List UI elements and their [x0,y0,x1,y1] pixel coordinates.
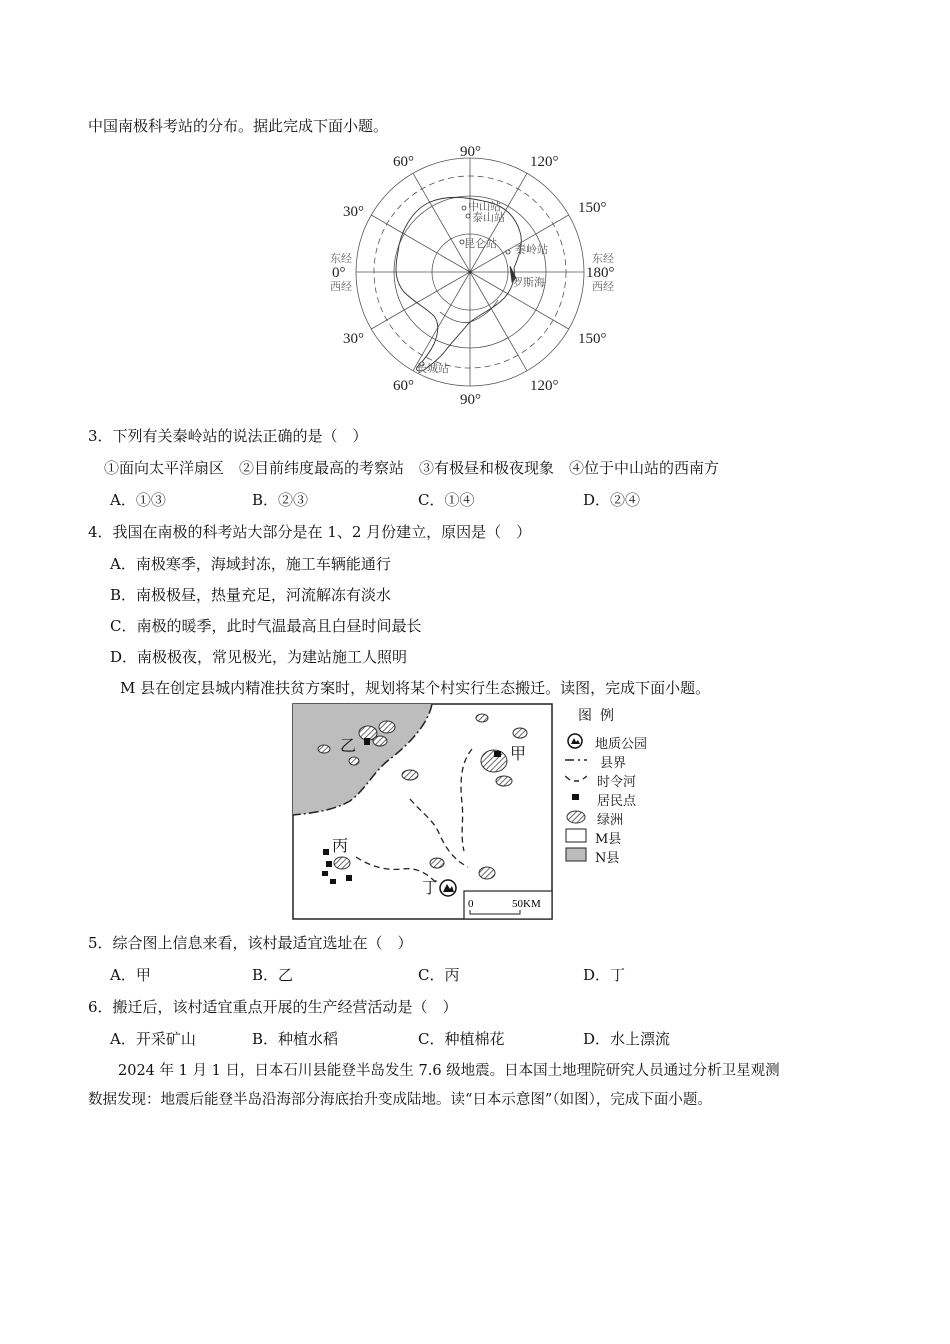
lon-150-right-bot: 150° [578,331,607,347]
svg-text:西经: 西经 [330,281,352,293]
label-taishan: 泰山站 [472,212,505,224]
legend-geopark-icon [568,734,582,748]
legend-symbols [565,732,587,862]
q6-option-b[interactable]: B．种植水稻 [252,1030,339,1048]
label-yi: 乙 [340,738,357,755]
q5-option-b[interactable]: B．乙 [252,966,294,984]
q3-statements: ①面向太平洋扇区 ②目前纬度最高的考察站 ③有极昼和极夜现象 ④位于中山站的西南方 [104,459,720,477]
intro-text-japan-line2: 数据发现：地震后能登半岛沿海部分海底抬升变成陆地。读“日本示意图”（如图），完成下面小题。 [88,1092,712,1108]
label-kunlun: 昆仑站 [464,238,497,250]
q6-option-a[interactable]: A．开采矿山 [110,1030,196,1048]
q3-option-b[interactable]: B．②③ [252,491,309,509]
lon-120-bot: 120° [530,378,559,394]
scale-50km: 50KM [512,898,541,910]
legend-title: 图例 [578,708,622,724]
antarctica-polar-map [310,140,640,405]
q5-option-d[interactable]: D．丁 [583,966,626,984]
q4-stem: 4．我国在南极的科考站大部分是在 1、2 月份建立，原因是（ ） [88,523,532,541]
legend-label-border: 县界 [600,756,627,771]
q5-option-a[interactable]: A．甲 [110,966,151,984]
svg-text:东经: 东经 [592,253,614,265]
svg-text:西经: 西经 [592,281,614,293]
legend-oasis-icon [567,811,585,823]
label-ding: 丁 [422,880,439,897]
svg-text:东经: 东经 [330,253,352,265]
lon-150-right-top: 150° [578,200,607,216]
intro-text-japan-line1: 2024 年 1 月 1 日，日本石川县能登半岛发生 7.6 级地震。日本国土地理院研究人员通过分析卫星观测 [118,1063,780,1079]
label-changcheng: 长城站 [416,363,449,375]
label-ross-sea: 罗斯海 [512,277,545,289]
q5-option-c[interactable]: C．丙 [418,966,460,984]
scale-zero: 0 [468,898,474,910]
q3-option-c[interactable]: C．①④ [418,491,475,509]
q4-option-c[interactable]: C．南极的暖季，此时气温最高且白昼时间最长 [110,617,422,635]
intro-text-county: M 县在创定县城内精准扶贫方案时，规划将某个村实行生态搬迁。读图，完成下面小题。 [120,679,711,697]
legend-label-settlement: 居民点 [597,794,637,809]
legend-m-county-icon [566,829,586,842]
q3-option-d[interactable]: D．②④ [583,491,641,509]
label-qinling: 秦岭站 [515,244,548,256]
lon-60-bot: 60° [393,378,414,394]
lon-90-top: 90° [460,144,481,160]
q4-option-b[interactable]: B．南极极昼，热量充足，河流解冻有淡水 [110,586,392,604]
legend-label-m-county: M县 [595,832,622,847]
lon-30-left-bot: 30° [343,331,364,347]
q6-stem: 6．搬迁后，该村适宜重点开展的生产经营活动是（ ） [88,998,458,1016]
legend-label-n-county: N县 [595,851,620,866]
legend-settlement-icon [572,794,579,800]
lon-0: 0° [332,265,346,281]
q6-option-d[interactable]: D．水上漂流 [583,1030,671,1048]
legend-n-county-icon [566,848,586,861]
q6-option-c[interactable]: C．种植棉花 [418,1030,505,1048]
lon-30-left-top: 30° [343,204,364,220]
q4-option-a[interactable]: A．南极寒季，海域封冻，施工车辆能通行 [110,555,391,573]
legend-label-river: 时令河 [597,775,637,790]
lon-90-bot: 90° [460,392,481,405]
legend-label-oasis: 绿洲 [597,813,624,828]
q5-stem: 5．综合图上信息来看，该村最适宜选址在（ ） [88,934,413,952]
q4-option-d[interactable]: D．南极极夜，常见极光，为建站施工人照明 [110,648,408,666]
label-zhongshan: 中山站 [468,201,501,213]
q3-option-a[interactable]: A．①③ [110,491,166,509]
legend-label-geopark: 地质公园 [595,737,648,752]
label-bing: 丙 [332,838,349,855]
lon-120-top: 120° [530,154,559,170]
intro-text-antarctica: 中国南极科考站的分布。据此完成下面小题。 [88,117,389,135]
geo-park-icon [440,880,456,896]
q3-stem: 3．下列有关秦岭站的说法正确的是（ ） [88,427,368,445]
lon-180: 180° [586,265,615,281]
legend-river-icon [565,776,587,781]
county-map [292,703,554,921]
label-jia: 甲 [510,746,527,763]
lon-60-top: 60° [393,154,414,170]
